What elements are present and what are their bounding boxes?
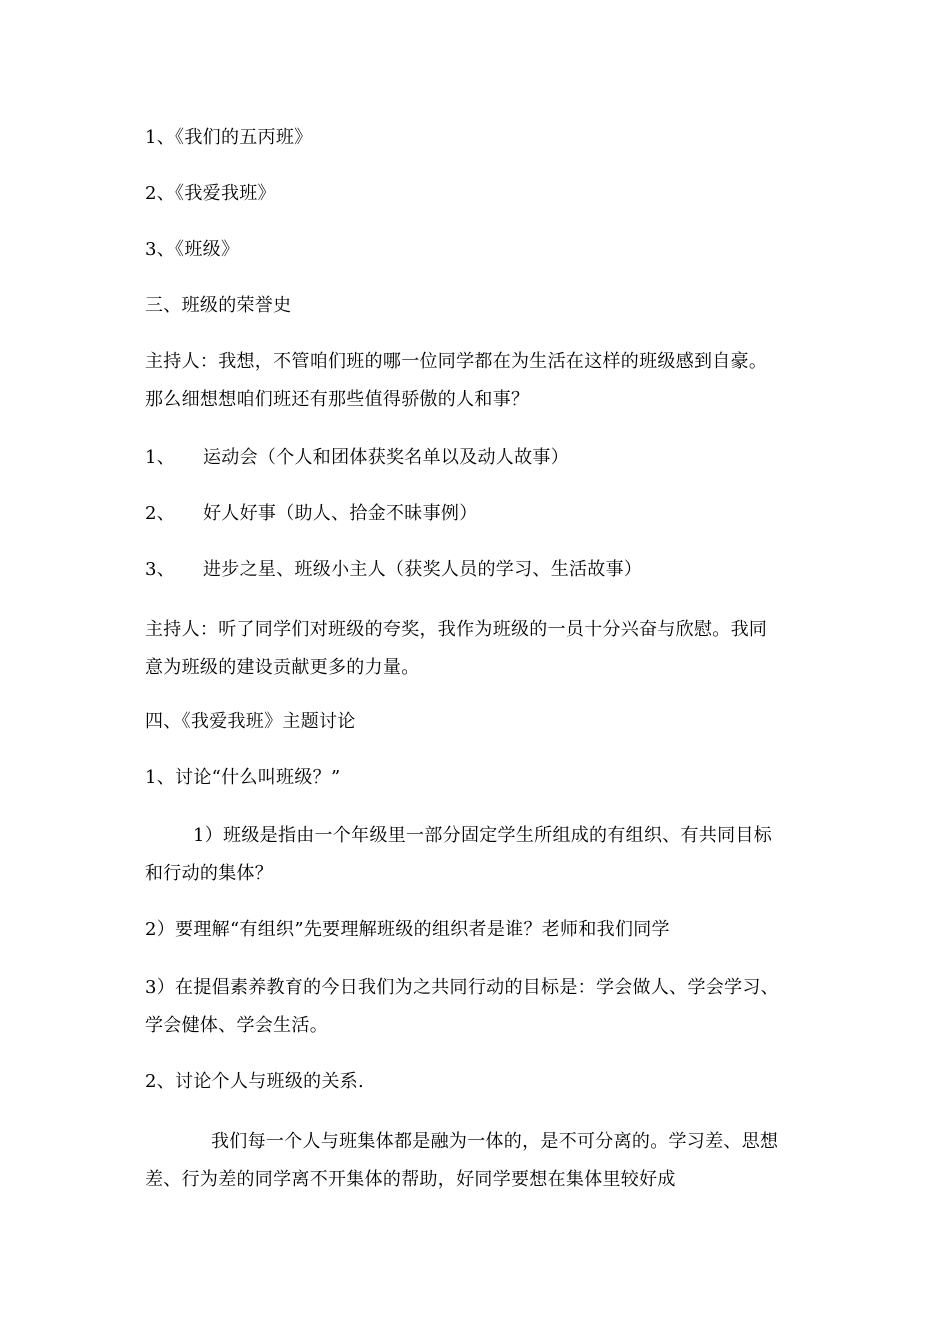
- list-item-song-3: 3、《班级》: [145, 239, 240, 260]
- discussion-point-1-line-2: 和行动的集体？: [145, 863, 274, 884]
- discussion-item-1: 1、讨论“什么叫班级？”: [145, 767, 341, 788]
- honor-item-text: 好人好事（助人、拾金不昧事例）: [203, 503, 478, 524]
- host-paragraph-1-line-1: 主持人：我想，不管咱们班的哪一位同学都在为生活在这样的班级感到自豪。: [145, 351, 768, 372]
- section-heading-discussion: 四、《我爱我班》主题讨论: [145, 711, 356, 732]
- honor-item-text: 进步之星、班级小主人（获奖人员的学习、生活故事）: [203, 559, 643, 580]
- discussion-point-1-line-1: 1）班级是指由一个年级里一部分固定学生所组成的有组织、有共同目标: [193, 825, 773, 846]
- discussion-point-3-line-2: 学会健体、学会生活。: [145, 1015, 328, 1036]
- discussion-point-3-line-1: 3）在提倡素养教育的今日我们为之共同行动的目标是：学会做人、学会学习、: [145, 977, 779, 998]
- discussion-point-2: 2）要理解“有组织”先要理解班级的组织者是谁？老师和我们同学: [145, 919, 670, 940]
- honor-item-1: [145, 441, 810, 475]
- closing-paragraph-line-1: 我们每一个人与班集体都是融为一体的，是不可分离的。学习差、思想: [211, 1131, 779, 1152]
- list-item-song-2: 2、《我爱我班》: [145, 183, 276, 204]
- honor-item-number: 3、: [145, 559, 176, 580]
- host-paragraph-2-line-1: 主持人：听了同学们对班级的夸奖，我作为班级的一员十分兴奋与欣慰。我同: [145, 619, 768, 640]
- honor-item-text: 运动会（个人和团体获奖名单以及动人故事）: [203, 447, 569, 468]
- closing-paragraph-line-2: 差、行为差的同学离不开集体的帮助，好同学要想在集体里较好成: [145, 1169, 676, 1190]
- honor-item-number: 2、: [145, 503, 176, 524]
- host-paragraph-1-line-2: 那么细想想咱们班还有那些值得骄傲的人和事？: [145, 389, 530, 410]
- honor-item-number: 1、: [145, 447, 176, 468]
- honor-item-2: [145, 497, 810, 531]
- discussion-item-2: 2、讨论个人与班级的关系.: [145, 1071, 365, 1092]
- list-item-song-1: 1、《我们的五丙班》: [145, 127, 313, 148]
- section-heading-honor-history: 三、班级的荣誉史: [145, 295, 292, 316]
- honor-item-3: [145, 553, 810, 587]
- host-paragraph-2-line-2: 意为班级的建设贡献更多的力量。: [145, 657, 420, 678]
